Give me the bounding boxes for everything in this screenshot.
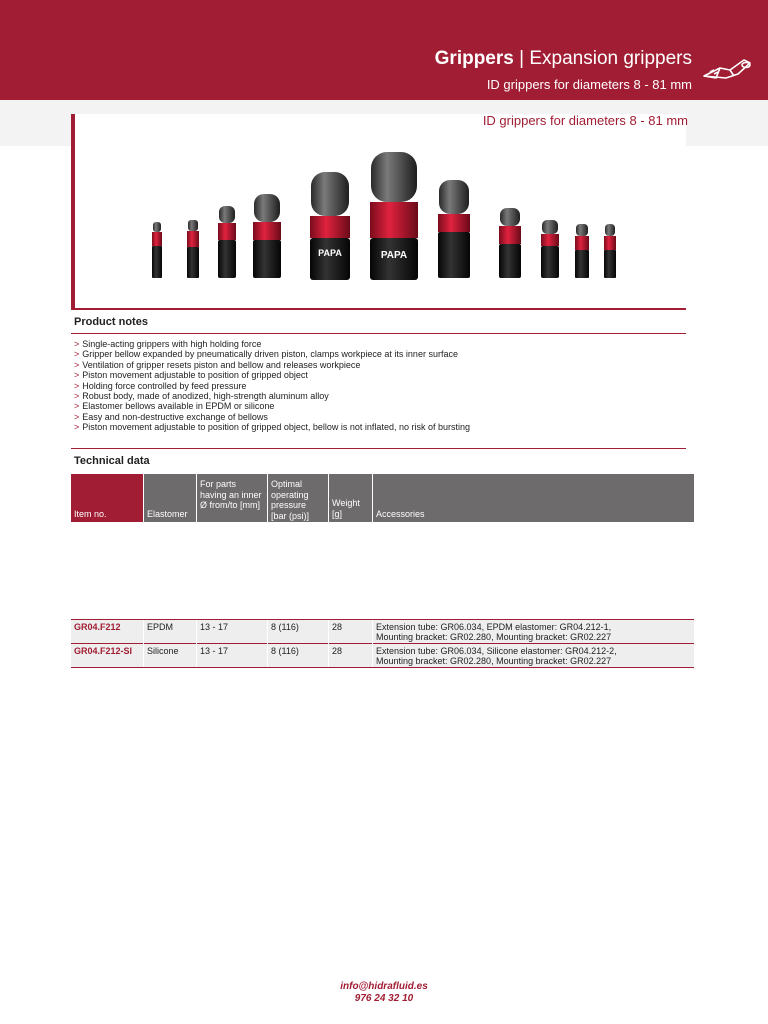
column-divider (143, 620, 144, 667)
weight-cell: 28 (332, 622, 343, 632)
list-item: > Easy and non-destructive exchange of bellows (74, 411, 268, 422)
column-header-pressure: Optimal operating pressure [bar (psi)] (268, 474, 328, 522)
technical-data-title: Technical data (74, 455, 150, 467)
list-item: > Piston movement adjustable to position of gripped object (74, 370, 308, 381)
list-item: > Robust body, made of anodized, high-strength aluminum alloy (74, 391, 329, 402)
product-notes-rule (71, 333, 686, 334)
gripper-s-2 (541, 220, 559, 278)
gripper-logo: PAPA (318, 248, 342, 258)
pressure-cell: 8 (116) (271, 646, 299, 656)
list-item: > Single-acting grippers with high holding force (74, 339, 262, 349)
notes-bottom-rule (71, 448, 686, 449)
range-cell: 13 - 17 (200, 622, 229, 632)
column-header-inner-diameter: For parts having an inner Ø from/to [mm] (197, 474, 267, 522)
item-number: GR04.F212-SI (74, 646, 133, 656)
column-divider (267, 620, 268, 667)
gripper-s-1 (218, 206, 236, 278)
accessories-cell: Extension tube: GR06.034, EPDM elastomer: GR04.212-1, (376, 622, 612, 632)
weight-cell: 28 (332, 646, 343, 656)
gripper-m-1 (253, 194, 281, 278)
gripper-xs-3 (575, 224, 589, 278)
gripper-logo: PAPA (380, 250, 408, 261)
panel-accent-bar (71, 114, 75, 310)
column-header-weight: Weight [g] (329, 474, 372, 522)
footer-email[interactable]: info@hidrafluid.es (340, 981, 428, 992)
range-cell: 13 - 17 (200, 646, 229, 656)
column-divider (372, 620, 373, 667)
elastomer-cell: EPDM (147, 622, 174, 632)
title-separator: | (513, 48, 530, 69)
list-item: > Ventilation of gripper resets piston and bellow and releases workpiece (74, 359, 361, 370)
item-number: GR04.F212 (74, 622, 121, 632)
page-title (435, 48, 692, 70)
accessories-cell: Mounting bracket: GR02.280, Mounting bracket: GR02.227 (376, 632, 612, 642)
title-category: Grippers (434, 48, 514, 69)
gripper-xs-4 (604, 224, 616, 278)
panel-bottom-rule (71, 308, 686, 310)
pressure-cell: 8 (116) (271, 622, 299, 632)
accessories-cell: Mounting bracket: GR02.280, Mounting bracket: GR02.227 (376, 656, 612, 666)
gripper-m-2 (499, 208, 521, 278)
row-rule (71, 667, 694, 668)
footer-phone: 976 24 32 10 (354, 993, 414, 1004)
elastomer-cell: Silicone (147, 646, 179, 656)
gripper-xl (370, 152, 418, 280)
gripper-l-2 (438, 180, 470, 278)
list-item: > Piston movement adjustable to position of gripped object, bellow is not inflated, no risk of bursting (74, 422, 470, 433)
column-divider (328, 620, 329, 667)
grippers-product-image (140, 148, 630, 284)
accessories-cell: Extension tube: GR06.034, Silicone elastomer: GR04.212-2, (376, 646, 617, 656)
gripper-l-1 (310, 172, 350, 280)
column-header-elastomer: Elastomer (144, 474, 196, 522)
list-item: > Holding force controlled by feed pressure (74, 380, 247, 391)
column-divider (196, 620, 197, 667)
panel-title: ID grippers for diameters 8 - 81 mm (482, 113, 688, 128)
product-notes-title: Product notes (74, 316, 148, 328)
list-item: > Elastomer bellows available in EPDM or silicone (74, 401, 275, 412)
gripper-xs-1 (152, 222, 162, 278)
gripper-icon (700, 52, 756, 86)
column-header-accessories: Accessories (373, 474, 694, 522)
gripper-xs-2 (187, 220, 199, 278)
page-subtitle: ID grippers for diameters 8 - 81 mm (486, 77, 692, 92)
title-subcategory: Expansion grippers (529, 48, 692, 69)
product-notes-list (74, 339, 470, 433)
list-item: > Gripper bellow expanded by pneumatically driven piston, clamps workpiece at its inner surface (74, 349, 458, 360)
column-header-item-no: Item no. (71, 474, 143, 522)
